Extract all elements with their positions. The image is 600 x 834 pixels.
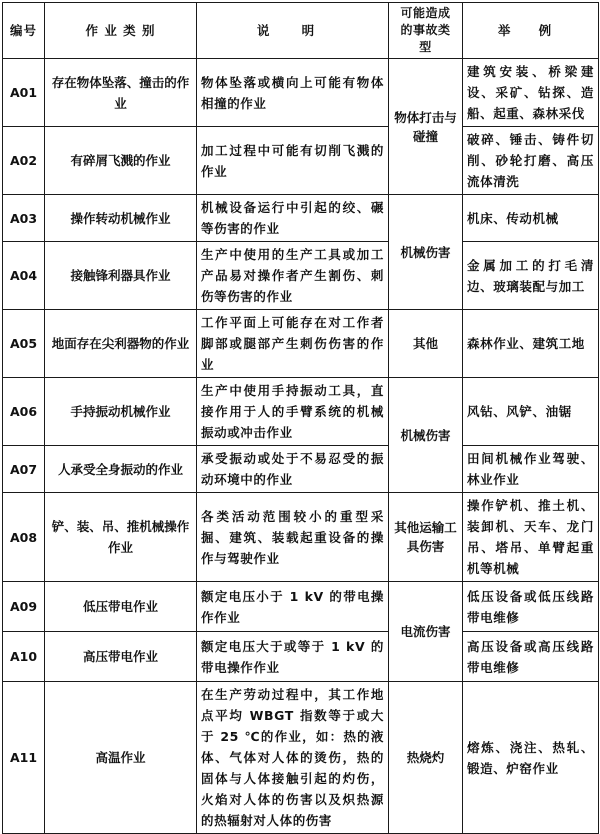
row-description: 加工过程中可能有切削飞溅的作业 bbox=[197, 127, 389, 195]
row-example: 高压设备或高压线路带电维修 bbox=[463, 632, 599, 682]
table-row bbox=[3, 582, 599, 632]
header-row bbox=[3, 3, 599, 59]
row-example: 机床、传动机械 bbox=[463, 195, 599, 242]
accident-type-cell: 热烧灼 bbox=[389, 682, 463, 834]
row-category: 操作转动机械作业 bbox=[45, 195, 197, 242]
row-code: A01 bbox=[3, 59, 45, 127]
header-code: 编号 bbox=[3, 3, 45, 59]
row-category: 有碎屑飞溅的作业 bbox=[45, 127, 197, 195]
row-category: 存在物体坠落、撞击的作业 bbox=[45, 59, 197, 127]
row-category: 高压带电作业 bbox=[45, 632, 197, 682]
accident-type-cell: 物体打击与碰撞 bbox=[389, 59, 463, 195]
table-row bbox=[3, 59, 599, 127]
row-description: 额定电压大于或等于 1 kV 的带电操作作业 bbox=[197, 632, 389, 682]
accident-type-cell: 电流伤害 bbox=[389, 582, 463, 682]
row-code: A10 bbox=[3, 632, 45, 682]
row-code: A09 bbox=[3, 582, 45, 632]
row-code: A06 bbox=[3, 378, 45, 446]
row-description: 各类活动范围较小的重型采掘、建筑、装载起重设备的操作与驾驶作业 bbox=[197, 493, 389, 582]
row-example: 操作铲机、推土机、装卸机、天车、龙门吊、塔吊、单臂起重机等机械 bbox=[463, 493, 599, 582]
row-description: 生产中使用手持振动工具，直接作用于人的手臂系统的机械振动或冲击作业 bbox=[197, 378, 389, 446]
table-row bbox=[3, 378, 599, 446]
table-row bbox=[3, 127, 599, 195]
row-code: A03 bbox=[3, 195, 45, 242]
row-category: 高温作业 bbox=[45, 682, 197, 834]
row-example: 风钻、风铲、油锯 bbox=[463, 378, 599, 446]
header-category: 作 业 类 别 bbox=[45, 3, 197, 59]
table-row bbox=[3, 195, 599, 242]
row-category: 铲、装、吊、推机械操作作业 bbox=[45, 493, 197, 582]
row-example: 低压设备或低压线路带电维修 bbox=[463, 582, 599, 632]
row-code: A11 bbox=[3, 682, 45, 834]
row-example: 破碎、锤击、铸件切削、砂轮打磨、高压流体清洗 bbox=[463, 127, 599, 195]
table-row bbox=[3, 632, 599, 682]
row-description: 承受振动或处于不易忍受的振动环境中的作业 bbox=[197, 446, 389, 493]
row-example: 熔炼、浇注、热轧、锻造、炉窑作业 bbox=[463, 682, 599, 834]
row-description: 物体坠落或横向上可能有物体相撞的作业 bbox=[197, 59, 389, 127]
row-code: A04 bbox=[3, 242, 45, 310]
accident-type-cell: 其他 bbox=[389, 310, 463, 378]
row-description: 机械设备运行中引起的绞、碾等伤害的作业 bbox=[197, 195, 389, 242]
row-example: 森林作业、建筑工地 bbox=[463, 310, 599, 378]
accident-type-cell: 机械伤害 bbox=[389, 378, 463, 493]
table-row bbox=[3, 682, 599, 834]
row-code: A08 bbox=[3, 493, 45, 582]
row-category: 接触锋利器具作业 bbox=[45, 242, 197, 310]
row-category: 地面存在尖利器物的作业 bbox=[45, 310, 197, 378]
row-code: A07 bbox=[3, 446, 45, 493]
row-example: 田间机械作业驾驶、林业作业 bbox=[463, 446, 599, 493]
table-row bbox=[3, 242, 599, 310]
work-category-table bbox=[2, 2, 599, 834]
row-example: 建筑安装、桥梁建设、采矿、钻探、造船、起重、森林采伐 bbox=[463, 59, 599, 127]
table-row bbox=[3, 446, 599, 493]
row-code: A02 bbox=[3, 127, 45, 195]
row-description: 在生产劳动过程中，其工作地点平均 WBGT 指数等于或大于 25 ℃的作业，如：热的液体、气体对人体的烫伤，热的固体与人体接触引起的灼伤，火焰对人体的伤害以及炽热源的热辐射对人体的伤害 bbox=[197, 682, 389, 834]
table-row bbox=[3, 493, 599, 582]
accident-type-cell: 机械伤害 bbox=[389, 195, 463, 310]
row-description: 生产中使用的生产工具或加工产品易对操作者产生割伤、刺伤等伤害的作业 bbox=[197, 242, 389, 310]
accident-type-cell: 其他运输工具伤害 bbox=[389, 493, 463, 582]
row-code: A05 bbox=[3, 310, 45, 378]
row-description: 额定电压小于 1 kV 的带电操作作业 bbox=[197, 582, 389, 632]
header-example: 举 例 bbox=[463, 3, 599, 59]
row-category: 低压带电作业 bbox=[45, 582, 197, 632]
table-row bbox=[3, 310, 599, 378]
row-category: 手持振动机械作业 bbox=[45, 378, 197, 446]
row-description: 工作平面上可能存在对工作者脚部或腿部产生刺伤伤害的作业 bbox=[197, 310, 389, 378]
header-description: 说 明 bbox=[197, 3, 389, 59]
header-accident-type: 可能造成的事故类型 bbox=[389, 3, 463, 59]
row-example: 金属加工的打毛清边、玻璃装配与加工 bbox=[463, 242, 599, 310]
row-category: 人承受全身振动的作业 bbox=[45, 446, 197, 493]
